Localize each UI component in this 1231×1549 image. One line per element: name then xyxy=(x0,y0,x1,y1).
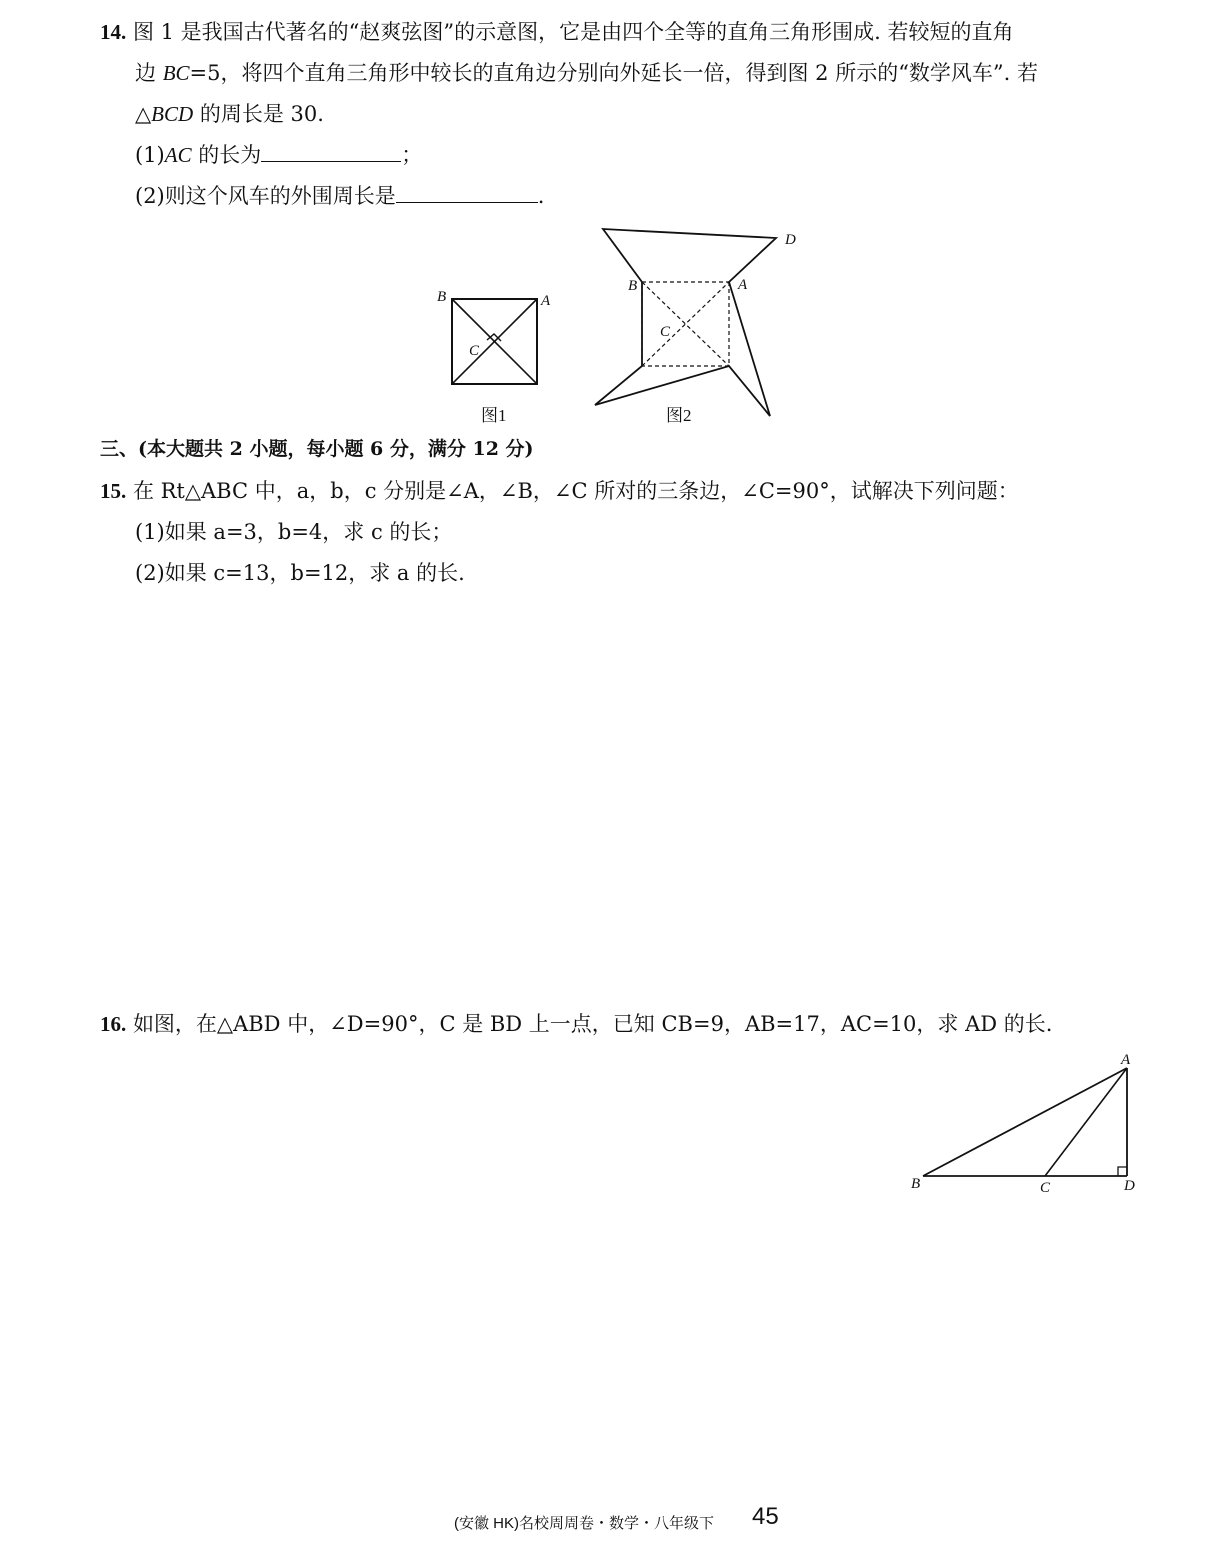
fig2-label-d: D xyxy=(785,232,796,248)
q16-label-b: B xyxy=(911,1176,921,1192)
q15-text: 在 Rt△ABC 中，a，b，c 分别是∠A，∠B，∠C 所对的三条边，∠C=90°，试解决下列问题： xyxy=(132,479,1019,503)
q14-figure-2 xyxy=(585,222,805,422)
footer-text: (安徽 HK)名校周周卷・数学・八年级下 xyxy=(454,1515,714,1532)
page-number: 45 xyxy=(752,1503,779,1530)
q14-fig2-caption: 图2 xyxy=(666,406,692,425)
fig1-label-c: C xyxy=(469,343,480,359)
q16-number: 16. xyxy=(100,1012,127,1036)
q14-line2-post: =5，将四个直角三角形中较长的直角边分别向外延长一倍，得到图 2 所示的“数学风车”. 若 xyxy=(189,61,1039,85)
q15-sub2: (2)如果 c=13，b=12，求 a 的长. xyxy=(135,561,465,585)
q14-answer-blank-1[interactable] xyxy=(261,141,401,162)
q14-sub1-end: ； xyxy=(401,143,423,167)
q14-fig1-caption: 图1 xyxy=(481,406,507,425)
q16-label-a: A xyxy=(1121,1052,1131,1068)
fig1-label-a: A xyxy=(541,293,551,309)
q14-sub1-pre: (1) xyxy=(135,143,165,167)
q15-line1 xyxy=(100,476,1019,506)
q14-sub1 xyxy=(135,140,422,170)
fig2-label-b: B xyxy=(628,278,638,294)
q16-figure xyxy=(905,1048,1145,1198)
q14-line2-pre: 边 xyxy=(135,61,163,85)
q16-side-ac xyxy=(1045,1068,1127,1176)
q16-line1 xyxy=(100,1009,1052,1039)
fig2-label-a: A xyxy=(738,277,748,293)
fig2-diagonal-2 xyxy=(642,282,729,366)
q16-label-d: D xyxy=(1124,1178,1135,1194)
q14-tri-symbol: △ xyxy=(135,102,152,126)
q16-text: 如图，在△ABD 中，∠D=90°，C 是 BD 上一点，已知 CB=9，AB=17，AC=10，求 AD 的长. xyxy=(132,1012,1053,1036)
q14-line2 xyxy=(135,58,1038,88)
q16-label-c: C xyxy=(1040,1180,1051,1196)
q14-line3 xyxy=(135,99,324,129)
q14-sub2-text: (2)则这个风车的外围周长是 xyxy=(135,184,396,208)
fig1-label-b: B xyxy=(437,289,447,305)
q14-bc: BC xyxy=(162,61,190,85)
q16-side-ab xyxy=(923,1068,1127,1176)
q14-figure-1 xyxy=(430,285,560,395)
fig2-label-c: C xyxy=(660,324,671,340)
q14-sub2-end: . xyxy=(537,184,545,208)
fig2-diagonal-1 xyxy=(642,282,729,366)
q14-sub2 xyxy=(135,181,544,211)
q14-ac: AC xyxy=(164,143,192,167)
q14-bcd: BCD xyxy=(151,102,194,126)
q14-number: 14. xyxy=(100,20,127,44)
section3-heading: 三、(本大题共 2 小题，每小题 6 分，满分 12 分) xyxy=(100,438,534,460)
q14-text-line1: 图 1 是我国古代著名的“赵爽弦图”的示意图，它是由四个全等的直角三角形围成. 若较短的直角 xyxy=(132,20,1014,44)
q14-line1 xyxy=(100,17,1013,47)
fig2-windmill-outline xyxy=(595,229,776,416)
q15-number: 15. xyxy=(100,479,127,503)
q14-answer-blank-2[interactable] xyxy=(396,182,538,203)
q14-line3-post: 的周长是 30. xyxy=(193,102,324,126)
q16-right-angle-mark xyxy=(1118,1167,1127,1176)
q14-sub1-post: 的长为 xyxy=(191,143,262,167)
q15-sub1: (1)如果 a=3，b=4，求 c 的长； xyxy=(135,520,453,544)
